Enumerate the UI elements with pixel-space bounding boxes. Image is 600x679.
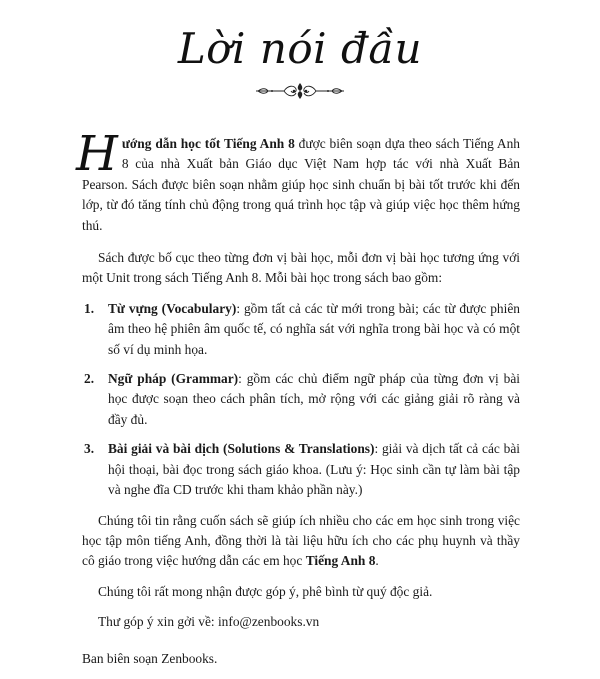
contact-line: Thư góp ý xin gởi về: info@zenbooks.vn — [98, 614, 320, 630]
sections-list — [82, 299, 520, 501]
section-heading: Ngữ pháp (Grammar) — [108, 371, 239, 387]
closing-text: Chúng tôi tin rằng cuốn sách sẽ giúp ích nhiều cho các em học sinh trong việc học tập môn tiếng Anh, đồng thời là tài liệu hữu ích cho các phụ huynh và thầy cô giáo trong việc hướng dẫn các em học — [82, 512, 520, 569]
list-item — [84, 439, 520, 500]
section-text: : gồm các chủ điểm ngữ pháp của từng đơn vị bài học được soạn theo cách phân tích, mở rộng với các giảng giải rõ ràng và đầy đủ. — [108, 371, 520, 427]
section-text: : gồm tất cả các từ mới trong bài; các từ được phiên âm theo hệ phiên âm quốc tế, có nghĩa sát với nghĩa trong bài học và có một số ví dụ minh họa. — [108, 300, 520, 357]
closing-paragraph — [82, 511, 520, 572]
closing-end: . — [375, 553, 379, 569]
list-item — [84, 299, 520, 360]
intro-paragraph — [76, 126, 520, 236]
list-item — [84, 369, 520, 430]
intro-text: được biên soạn dựa theo sách Tiếng Anh 8 của nhà Xuất bản Giáo dục Việt Nam hợp tác với nhà Xuất Bản Pearson. Sách được biên soạn nhằm giúp học sinh chuẩn bị bài tốt trước khi đến lớp, từ đó tăng tính chủ động trong quá trình học tập và giúp việc học thêm hứng thú. — [82, 136, 520, 233]
section-heading: Bài giải và bài dịch (Solutions & Translations) — [108, 441, 375, 457]
structure-paragraph: Sách được bố cục theo từng đơn vị bài học, mỗi đơn vị bài học tương ứng với một Unit trong sách Tiếng Anh 8. Mỗi bài học trong sách bao gồm: — [82, 250, 520, 286]
ornament-divider-icon — [254, 80, 346, 102]
list-number: 1. — [84, 300, 95, 316]
feedback-line: Chúng tôi rất mong nhận được góp ý, phê bình từ quý độc giả. — [98, 583, 433, 599]
page-title: Lời nói đầu — [177, 24, 423, 73]
preface-body — [76, 126, 521, 679]
drop-cap: H — [76, 126, 118, 182]
list-number: 3. — [84, 441, 95, 457]
book-title-highlight: ướng dẫn học tốt Tiếng Anh 8 — [121, 136, 295, 151]
list-number: 2. — [84, 371, 95, 387]
section-heading: Từ vựng (Vocabulary) — [108, 300, 237, 316]
closing-book-name: Tiếng Anh 8 — [305, 553, 376, 569]
signature: Ban biên soạn Zenbooks. — [82, 650, 218, 666]
section-text: : giải và dịch tất cả các bài hội thoại, bài đọc trong sách giáo khoa. (Lưu ý: Học sinh cần tự làm bài tập và nghe đĩa CD trước khi tham khảo phần này.) — [108, 441, 521, 498]
